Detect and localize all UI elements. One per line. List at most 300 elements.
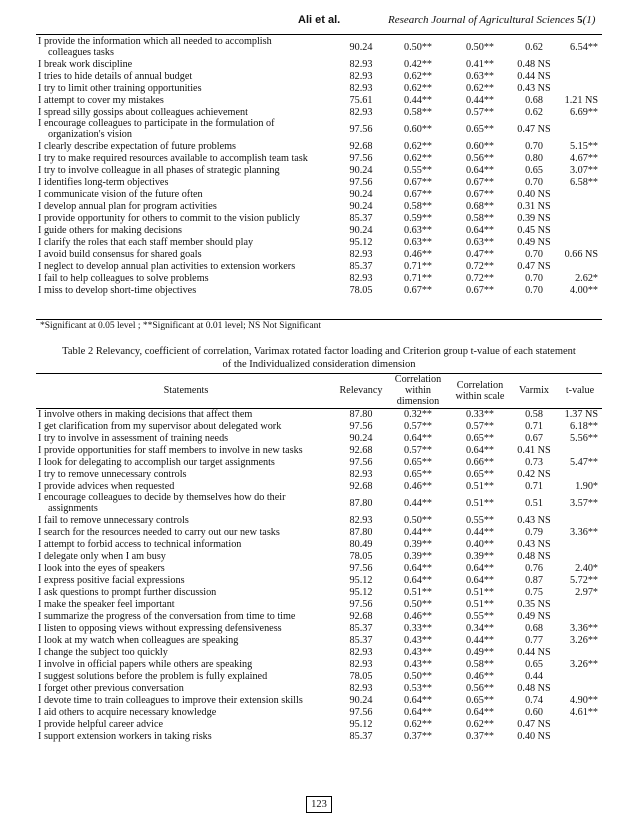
varimax-cell: 0.41 NS [517, 444, 551, 456]
t-value-cell: 1.90* [575, 480, 598, 492]
header-journal [388, 14, 595, 26]
within-scale-cell: 0.39** [465, 550, 494, 562]
table-1 [36, 36, 602, 296]
within-scale-cell: 0.46** [465, 670, 494, 682]
relevancy-cell: 90.24 [349, 224, 373, 236]
within-scale-cell: 0.58** [465, 658, 494, 670]
varimax-cell: 0.70 [525, 272, 543, 284]
table-row [36, 550, 602, 562]
within-scale-cell: 0.55** [465, 610, 494, 622]
varimax-cell: 0.49 NS [517, 236, 551, 248]
relevancy-cell: 82.93 [349, 272, 373, 284]
statement-cell [36, 634, 336, 646]
within-scale-cell: 0.64** [465, 574, 494, 586]
within-dimension-cell: 0.53** [403, 682, 432, 694]
varimax-cell: 0.79 [525, 526, 543, 538]
table-2-header-row [36, 374, 602, 408]
within-scale-cell: 0.51** [465, 497, 494, 509]
within-dimension-cell: 0.65** [403, 456, 432, 468]
statement-cell [36, 538, 336, 550]
relevancy-cell: 87.80 [349, 526, 373, 538]
within-dimension-cell: 0.64** [403, 562, 432, 574]
table-row [36, 272, 602, 284]
within-dimension-cell: 0.67** [403, 176, 432, 188]
within-dimension-cell: 0.64** [403, 694, 432, 706]
t-value-cell [558, 646, 602, 658]
statement-text: I break work discipline [38, 58, 133, 70]
statement-text: I develop annual plan for program activities [38, 200, 217, 212]
statement-text: I miss to develop short-time objectives [38, 284, 197, 296]
header-rule [36, 34, 602, 35]
relevancy-cell: 85.37 [349, 622, 373, 634]
table-row [36, 188, 602, 200]
within-scale-cell: 0.72** [465, 272, 494, 284]
within-scale-cell: 0.44** [465, 526, 494, 538]
t-value-cell: 3.26** [569, 634, 598, 646]
table-2-body [36, 408, 602, 742]
statement-text: I neglect to develop annual plan activities to extension workers [38, 260, 296, 272]
relevancy-cell: 92.68 [349, 610, 373, 622]
table-row [36, 468, 602, 480]
relevancy-cell: 82.93 [349, 248, 373, 260]
statement-text: I try to involve in assessment of training needs [38, 432, 229, 444]
t-value-cell: 6.69** [569, 106, 598, 118]
within-dimension-cell: 0.57** [403, 420, 432, 432]
relevancy-cell: 85.37 [349, 212, 373, 224]
relevancy-cell: 97.56 [349, 123, 373, 135]
t-value-cell [558, 550, 602, 562]
relevancy-cell: 85.37 [349, 634, 373, 646]
within-scale-cell: 0.40** [465, 538, 494, 550]
statement-cell [36, 420, 336, 432]
relevancy-cell: 82.93 [349, 70, 373, 82]
statement-text: I provide opportunity for others to commit to the vision publicly [38, 212, 301, 224]
statement-text: I summarize the progress of the conversation from time to time [38, 610, 296, 622]
t-value-cell [558, 468, 602, 480]
page-number: 123 [306, 796, 332, 813]
statement-text: I clearly describe expectation of future problems [38, 140, 237, 152]
statement-text: I fail to remove unnecessary controls [38, 514, 189, 526]
table-row [36, 94, 602, 106]
statement-cell [36, 408, 336, 420]
within-scale-cell: 0.68** [465, 200, 494, 212]
relevancy-cell: 85.37 [349, 730, 373, 742]
varimax-cell: 0.71 [525, 480, 543, 492]
varimax-cell: 0.42 NS [517, 468, 551, 480]
t-value-cell: 4.67** [569, 152, 598, 164]
header-author: Ali et al. [298, 14, 341, 26]
within-dimension-cell: 0.51** [403, 586, 432, 598]
statement-cell [36, 492, 336, 514]
varimax-cell: 0.60 [525, 706, 543, 718]
varimax-cell: 0.70 [525, 284, 543, 296]
relevancy-cell: 97.56 [349, 176, 373, 188]
t-value-cell: 3.07** [569, 164, 598, 176]
table-row [36, 492, 602, 514]
table-row [36, 574, 602, 586]
table-row [36, 682, 602, 694]
statement-text: I try to remove unnecessary controls [38, 468, 187, 480]
header-t-value: t-value [565, 385, 595, 397]
t-value-cell [558, 58, 602, 70]
statement-cell [36, 622, 336, 634]
within-scale-cell: 0.58** [465, 212, 494, 224]
statement-text: I provide opportunities for staff members to involve in new tasks [38, 444, 303, 456]
relevancy-cell: 95.12 [349, 718, 373, 730]
varimax-cell: 0.49 NS [517, 610, 551, 622]
statement-text-continued: organization's vision [48, 129, 132, 140]
statement-text: I listen to opposing views without expressing defensiveness [38, 622, 282, 634]
statement-text: I identifies long-term objectives [38, 176, 169, 188]
statement-text-continued: colleagues tasks [48, 47, 114, 58]
relevancy-cell: 82.93 [349, 646, 373, 658]
within-dimension-cell: 0.60** [403, 123, 432, 135]
within-scale-cell: 0.44** [465, 94, 494, 106]
statement-text: I fail to help colleagues to solve problems [38, 272, 209, 284]
varimax-cell: 0.74 [525, 694, 543, 706]
relevancy-cell: 82.93 [349, 682, 373, 694]
varimax-cell: 0.70 [525, 140, 543, 152]
within-scale-cell: 0.67** [465, 188, 494, 200]
table-row [36, 212, 602, 224]
statement-text: I look into the eyes of speakers [38, 562, 165, 574]
within-scale-cell: 0.50** [465, 41, 494, 53]
statement-text: I involve others in making decisions that affect them [38, 408, 253, 420]
t-value-cell [558, 682, 602, 694]
table-row [36, 622, 602, 634]
varimax-cell: 0.43 NS [517, 82, 551, 94]
varimax-cell: 0.39 NS [517, 212, 551, 224]
varimax-cell: 0.68 [525, 94, 543, 106]
within-scale-cell: 0.57** [465, 420, 494, 432]
statement-text: I guide others for making decisions [38, 224, 183, 236]
t-value-cell: 5.56** [569, 432, 598, 444]
statement-cell [36, 164, 336, 176]
relevancy-cell: 78.05 [349, 670, 373, 682]
within-dimension-cell: 0.57** [403, 444, 432, 456]
relevancy-cell: 80.49 [349, 538, 373, 550]
within-dimension-cell: 0.62** [403, 152, 432, 164]
t-value-cell: 6.58** [569, 176, 598, 188]
table-1-body [36, 36, 602, 296]
statement-cell [36, 550, 336, 562]
journal-issue: (1) [582, 14, 596, 26]
table-row [36, 634, 602, 646]
table-2 [36, 374, 602, 742]
statement-text: I get clarification from my supervisor about delegated work [38, 420, 282, 432]
within-scale-cell: 0.66** [465, 456, 494, 468]
statement-cell [36, 468, 336, 480]
table-row [36, 432, 602, 444]
statement-cell [36, 658, 336, 670]
statement-cell [36, 562, 336, 574]
within-dimension-cell: 0.58** [403, 200, 432, 212]
varimax-cell: 0.58 [525, 408, 543, 420]
within-dimension-cell: 0.44** [403, 94, 432, 106]
statement-text: I try to involve colleague in all phases of strategic planning [38, 164, 280, 176]
within-scale-cell: 0.51** [465, 598, 494, 610]
table-row [36, 58, 602, 70]
within-dimension-cell: 0.64** [403, 706, 432, 718]
varimax-cell: 0.44 NS [517, 70, 551, 82]
within-dimension-cell: 0.42** [403, 58, 432, 70]
header-within-scale: Correlation within scale [455, 379, 505, 402]
relevancy-cell: 92.68 [349, 480, 373, 492]
table-row [36, 480, 602, 492]
relevancy-cell: 95.12 [349, 236, 373, 248]
table-row [36, 82, 602, 94]
within-scale-cell: 0.60** [465, 140, 494, 152]
statement-text: I search for the resources needed to carry out our new tasks [38, 526, 280, 538]
varimax-cell: 0.47 NS [517, 718, 551, 730]
table-row [36, 152, 602, 164]
t-value-cell: 1.37 NS [564, 408, 598, 420]
varimax-cell: 0.47 NS [517, 123, 551, 135]
table-row [36, 562, 602, 574]
statement-cell [36, 236, 336, 248]
within-dimension-cell: 0.43** [403, 634, 432, 646]
varimax-cell: 0.31 NS [517, 200, 551, 212]
within-dimension-cell: 0.71** [403, 260, 432, 272]
relevancy-cell: 92.68 [349, 140, 373, 152]
table-row [36, 658, 602, 670]
within-dimension-cell: 0.55** [403, 164, 432, 176]
within-scale-cell: 0.67** [465, 284, 494, 296]
t-value-cell: 3.26** [569, 658, 598, 670]
statement-cell [36, 106, 336, 118]
relevancy-cell: 87.80 [349, 408, 373, 420]
statement-text: I attempt to cover my mistakes [38, 94, 164, 106]
varimax-cell: 0.70 [525, 176, 543, 188]
statement-cell [36, 70, 336, 82]
t-value-cell [558, 236, 602, 248]
within-scale-cell: 0.41** [465, 58, 494, 70]
statement-text: I ask questions to prompt further discussion [38, 586, 217, 598]
t-value-cell: 3.36** [569, 622, 598, 634]
within-dimension-cell: 0.32** [403, 408, 432, 420]
table-row [36, 106, 602, 118]
t-value-cell: 0.66 NS [564, 248, 598, 260]
relevancy-cell: 85.37 [349, 260, 373, 272]
caption-line-2: of the Individualized consideration dimension [222, 359, 416, 370]
varimax-cell: 0.48 NS [517, 58, 551, 70]
t-value-cell [558, 118, 602, 140]
within-scale-cell: 0.65** [465, 432, 494, 444]
statement-cell [36, 480, 336, 492]
statement-text: I tries to hide details of annual budget [38, 70, 193, 82]
t-value-cell: 4.00** [569, 284, 598, 296]
statement-text: I communicate vision of the future often [38, 188, 203, 200]
within-scale-cell: 0.72** [465, 260, 494, 272]
t-value-cell: 1.21 NS [564, 94, 598, 106]
header-relevancy: Relevancy [339, 385, 383, 397]
within-dimension-cell: 0.50** [403, 41, 432, 53]
statement-cell [36, 36, 336, 58]
statement-text: I try to make required resources available to accomplish team task [38, 152, 308, 164]
statement-cell [36, 526, 336, 538]
within-dimension-cell: 0.71** [403, 272, 432, 284]
table-row [36, 260, 602, 272]
statement-text: I provide advices when requested [38, 480, 175, 492]
statement-text: I provide the information which all needed to accomplish [38, 36, 272, 47]
statement-cell [36, 272, 336, 284]
statement-cell [36, 574, 336, 586]
statement-text: I suggest solutions before the problem is fully explained [38, 670, 268, 682]
relevancy-cell: 97.56 [349, 420, 373, 432]
statement-text: I look at my watch when colleagues are speaking [38, 634, 239, 646]
statement-cell [36, 58, 336, 70]
table-row [36, 224, 602, 236]
varimax-cell: 0.48 NS [517, 550, 551, 562]
varimax-cell: 0.75 [525, 586, 543, 598]
within-dimension-cell: 0.62** [403, 82, 432, 94]
varimax-cell: 0.35 NS [517, 598, 551, 610]
relevancy-cell: 82.93 [349, 82, 373, 94]
table-row [36, 706, 602, 718]
varimax-cell: 0.43 NS [517, 538, 551, 550]
statement-cell [36, 514, 336, 526]
statement-cell [36, 598, 336, 610]
within-scale-cell: 0.56** [465, 682, 494, 694]
table-row [36, 526, 602, 538]
statement-cell [36, 694, 336, 706]
statement-cell [36, 670, 336, 682]
statement-text: I involve in official papers while others are speaking [38, 658, 253, 670]
relevancy-cell: 95.12 [349, 586, 373, 598]
within-dimension-cell: 0.62** [403, 140, 432, 152]
statement-cell [36, 706, 336, 718]
statement-text: I spread silly gossips about colleagues achievement [38, 106, 248, 118]
relevancy-cell: 97.56 [349, 456, 373, 468]
table-row [36, 646, 602, 658]
varimax-cell: 0.67 [525, 432, 543, 444]
t-value-cell: 2.40* [575, 562, 598, 574]
varimax-cell: 0.62 [525, 106, 543, 118]
statement-cell [36, 224, 336, 236]
t-value-cell: 4.61** [569, 706, 598, 718]
relevancy-cell: 90.24 [349, 188, 373, 200]
within-dimension-cell: 0.59** [403, 212, 432, 224]
statement-cell [36, 586, 336, 598]
statement-cell [36, 260, 336, 272]
t-value-cell: 2.62* [575, 272, 598, 284]
header-varimax: Varmix [519, 385, 549, 397]
within-dimension-cell: 0.67** [403, 284, 432, 296]
varimax-cell: 0.43 NS [517, 514, 551, 526]
varimax-cell: 0.71 [525, 420, 543, 432]
varimax-cell: 0.51 [525, 497, 543, 509]
within-scale-cell: 0.55** [465, 514, 494, 526]
statement-cell [36, 118, 336, 140]
statement-text: I change the subject too quickly [38, 646, 168, 658]
relevancy-cell: 95.12 [349, 574, 373, 586]
t-value-cell: 6.54** [569, 41, 598, 53]
t-value-cell [558, 538, 602, 550]
t-value-cell [558, 444, 602, 456]
t-value-cell [558, 200, 602, 212]
within-scale-cell: 0.49** [465, 646, 494, 658]
journal-volume: 5 [577, 14, 583, 26]
table-1-bottom-rule [36, 319, 602, 320]
within-scale-cell: 0.51** [465, 586, 494, 598]
table-row [36, 164, 602, 176]
varimax-cell: 0.77 [525, 634, 543, 646]
t-value-cell: 2.97* [575, 586, 598, 598]
within-scale-cell: 0.62** [465, 82, 494, 94]
varimax-cell: 0.44 NS [517, 646, 551, 658]
t-value-cell: 4.90** [569, 694, 598, 706]
t-value-cell: 5.47** [569, 456, 598, 468]
statement-text: I look for delegating to accomplish our target assignments [38, 456, 275, 468]
within-dimension-cell: 0.64** [403, 432, 432, 444]
within-scale-cell: 0.67** [465, 176, 494, 188]
varimax-cell: 0.68 [525, 622, 543, 634]
statement-text: I express positive facial expressions [38, 574, 185, 586]
within-scale-cell: 0.56** [465, 152, 494, 164]
relevancy-cell: 75.61 [349, 94, 373, 106]
relevancy-cell: 90.24 [349, 164, 373, 176]
table-row [36, 598, 602, 610]
table-row [36, 514, 602, 526]
table-row [36, 284, 602, 296]
within-dimension-cell: 0.63** [403, 236, 432, 248]
varimax-cell: 0.73 [525, 456, 543, 468]
within-scale-cell: 0.65** [465, 694, 494, 706]
within-dimension-cell: 0.58** [403, 106, 432, 118]
table-row [36, 176, 602, 188]
within-scale-cell: 0.63** [465, 70, 494, 82]
within-dimension-cell: 0.50** [403, 514, 432, 526]
relevancy-cell: 97.56 [349, 598, 373, 610]
t-value-cell: 5.15** [569, 140, 598, 152]
statement-cell [36, 152, 336, 164]
table-row [36, 694, 602, 706]
within-dimension-cell: 0.64** [403, 574, 432, 586]
statement-cell [36, 188, 336, 200]
within-dimension-cell: 0.65** [403, 468, 432, 480]
statement-text: I clarify the roles that each staff member should play [38, 236, 254, 248]
within-dimension-cell: 0.44** [403, 526, 432, 538]
relevancy-cell: 82.93 [349, 658, 373, 670]
within-dimension-cell: 0.43** [403, 646, 432, 658]
statement-cell [36, 200, 336, 212]
varimax-cell: 0.40 NS [517, 188, 551, 200]
varimax-cell: 0.45 NS [517, 224, 551, 236]
within-scale-cell: 0.64** [465, 444, 494, 456]
t-value-cell [558, 260, 602, 272]
t-value-cell [558, 224, 602, 236]
table-row [36, 456, 602, 468]
statement-text-continued: assignments [48, 503, 98, 514]
relevancy-cell: 90.24 [349, 41, 373, 53]
relevancy-cell: 97.56 [349, 562, 373, 574]
statement-cell [36, 248, 336, 260]
statement-text: I avoid build consensus for shared goals [38, 248, 202, 260]
table-row [36, 444, 602, 456]
varimax-cell: 0.44 [525, 670, 543, 682]
within-scale-cell: 0.64** [465, 224, 494, 236]
varimax-cell: 0.76 [525, 562, 543, 574]
statement-cell [36, 730, 336, 742]
statement-cell [36, 284, 336, 296]
within-dimension-cell: 0.39** [403, 550, 432, 562]
within-dimension-cell: 0.33** [403, 622, 432, 634]
within-dimension-cell: 0.62** [403, 70, 432, 82]
statement-cell [36, 212, 336, 224]
statement-cell [36, 432, 336, 444]
within-scale-cell: 0.64** [465, 706, 494, 718]
statement-cell [36, 610, 336, 622]
